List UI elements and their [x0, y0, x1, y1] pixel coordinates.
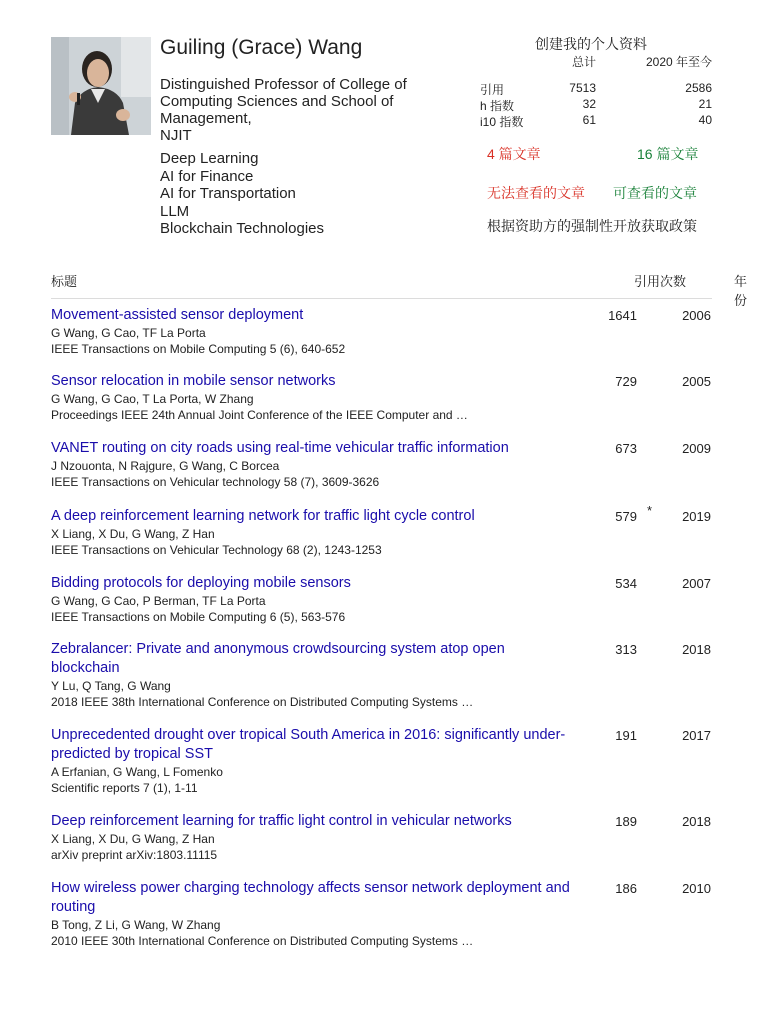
- article-venue: IEEE Transactions on Vehicular technology 58 (7), 3609-3626: [51, 475, 380, 489]
- stats-since: 40: [698, 113, 712, 127]
- article-title-link[interactable]: Zebralancer: Private and anonymous crowdsourcing system atop open blockchain: [51, 641, 505, 676]
- stats-row-h-index: [480, 97, 712, 113]
- article-authors: Y Lu, Q Tang, G Wang: [51, 679, 171, 693]
- cited-by-count[interactable]: 313: [615, 642, 637, 657]
- article-venue: IEEE Transactions on Mobile Computing 5 (6), 640-652: [51, 342, 346, 356]
- affiliation-line: Computing Sciences and School of: [160, 93, 394, 110]
- stats-label[interactable]: h 指数: [480, 99, 515, 113]
- article-authors: G Wang, G Cao, T La Porta, W Zhang: [51, 392, 254, 406]
- cited-by-count[interactable]: 189: [615, 814, 637, 829]
- stats-header-row: [480, 53, 712, 69]
- cited-by-count[interactable]: 191: [615, 728, 637, 743]
- article-venue: 2018 IEEE 38th International Conference on Distributed Computing Systems …: [51, 695, 474, 709]
- table-row: [51, 372, 712, 423]
- available-articles-count[interactable]: 16 篇文章: [637, 146, 699, 162]
- table-row: [51, 812, 712, 863]
- stats-row-i10-index: [480, 113, 712, 129]
- article-venue: 2010 IEEE 30th International Conference on Distributed Computing Systems …: [51, 934, 474, 948]
- article-title-link[interactable]: How wireless power charging technology affects sensor network deployment and routing: [51, 880, 570, 915]
- cited-by-count[interactable]: 579: [615, 509, 637, 524]
- interest-link[interactable]: LLM: [160, 202, 190, 220]
- article-year: 2007: [682, 576, 711, 591]
- article-year: 2018: [682, 814, 711, 829]
- article-year: 2005: [682, 374, 711, 389]
- article-title-link[interactable]: Deep reinforcement learning for traffic light control in vehicular networks: [51, 813, 512, 829]
- interest-link[interactable]: AI for Transportation: [160, 185, 296, 202]
- article-year: 2018: [682, 642, 711, 657]
- article-year: 2019: [682, 509, 711, 524]
- table-row: [51, 574, 712, 625]
- mandate-text[interactable]: 根据资助方的强制性开放获取政策: [487, 218, 697, 234]
- stats-since: 21: [698, 97, 712, 111]
- unavailable-articles-link[interactable]: 无法查看的文章: [487, 185, 585, 201]
- cited-by-count[interactable]: 186: [615, 881, 637, 896]
- article-venue: arXiv preprint arXiv:1803.11115: [51, 848, 218, 862]
- cited-by-count[interactable]: 534: [615, 576, 637, 591]
- affiliation-line: Distinguished Professor of College of: [160, 76, 407, 93]
- table-row: [51, 726, 712, 796]
- research-interests: [160, 150, 324, 238]
- col-cited-header[interactable]: 引用次数: [634, 274, 687, 289]
- article-authors: J Nzouonta, N Rajgure, G Wang, C Borcea: [51, 459, 280, 473]
- article-venue: IEEE Transactions on Mobile Computing 6 (5), 563-576: [51, 610, 346, 624]
- unavailable-articles-count[interactable]: 4 篇文章: [487, 146, 541, 162]
- article-authors: X Liang, X Du, G Wang, Z Han: [51, 832, 215, 846]
- citation-stats-table: [480, 53, 712, 129]
- article-authors: G Wang, G Cao, P Berman, TF La Porta: [51, 594, 266, 608]
- article-authors: A Erfanian, G Wang, L Fomenko: [51, 765, 223, 779]
- articles-table-header: [51, 271, 748, 308]
- table-row: [51, 640, 712, 710]
- article-title-link[interactable]: Movement-assisted sensor deployment: [51, 307, 304, 323]
- stats-label[interactable]: i10 指数: [480, 115, 524, 129]
- available-articles-link[interactable]: 可查看的文章: [613, 185, 697, 201]
- article-venue: Proceedings IEEE 24th Annual Joint Conference of the IEEE Computer and …: [51, 408, 468, 422]
- article-venue: Scientific reports 7 (1), 1-11: [51, 781, 198, 795]
- profile-photo: [51, 37, 151, 135]
- stats-header-total: 总计: [571, 55, 596, 69]
- table-row: [51, 503, 712, 558]
- stats-row-citations: [480, 81, 712, 97]
- table-row: [51, 879, 712, 949]
- table-row: [51, 306, 712, 357]
- interest-link[interactable]: AI for Finance: [160, 167, 254, 185]
- article-authors: X Liang, X Du, G Wang, Z Han: [51, 527, 215, 541]
- col-year-header[interactable]: 年份: [734, 274, 748, 308]
- article-year: 2006: [682, 308, 711, 323]
- profile-name: Guiling (Grace) Wang: [160, 36, 363, 59]
- cited-by-count[interactable]: 1641: [608, 308, 637, 323]
- stats-total: 32: [582, 97, 596, 111]
- table-row: [51, 439, 712, 490]
- article-title-link[interactable]: Bidding protocols for deploying mobile sensors: [51, 575, 351, 591]
- article-title-link[interactable]: Sensor relocation in mobile sensor networks: [51, 373, 336, 389]
- article-title-link[interactable]: VANET routing on city roads using real-time vehicular traffic information: [51, 440, 509, 456]
- article-authors: G Wang, G Cao, TF La Porta: [51, 326, 206, 340]
- stats-header-since: 2020 年至今: [645, 55, 712, 69]
- cited-by-count[interactable]: 729: [615, 374, 637, 389]
- affiliation-line: NJIT: [160, 127, 192, 144]
- article-year: 2010: [682, 881, 711, 896]
- create-profile-button[interactable]: 创建我的个人资料: [535, 36, 647, 52]
- stats-since: 2586: [685, 81, 712, 95]
- stats-total: 61: [582, 113, 596, 127]
- interest-link[interactable]: Blockchain Technologies: [160, 220, 324, 237]
- affiliation: [160, 76, 450, 144]
- col-title-header[interactable]: 标题: [51, 274, 78, 289]
- article-venue: IEEE Transactions on Vehicular Technology 68 (2), 1243-1253: [51, 543, 382, 557]
- article-title-link[interactable]: Unprecedented drought over tropical South America in 2016: significantly under-predicted by tropical SST: [51, 727, 566, 762]
- merged-citations-star[interactable]: *: [646, 503, 652, 518]
- stats-label[interactable]: 引用: [480, 83, 505, 97]
- stats-total: 7513: [569, 81, 596, 95]
- article-title-link[interactable]: A deep reinforcement learning network for traffic light cycle control: [51, 508, 475, 524]
- article-year: 2009: [682, 441, 711, 456]
- article-year: 2017: [682, 728, 711, 743]
- interest-link[interactable]: Deep Learning: [160, 150, 259, 167]
- affiliation-line: Management,: [160, 110, 252, 127]
- cited-by-count[interactable]: 673: [615, 441, 637, 456]
- article-authors: B Tong, Z Li, G Wang, W Zhang: [51, 918, 221, 932]
